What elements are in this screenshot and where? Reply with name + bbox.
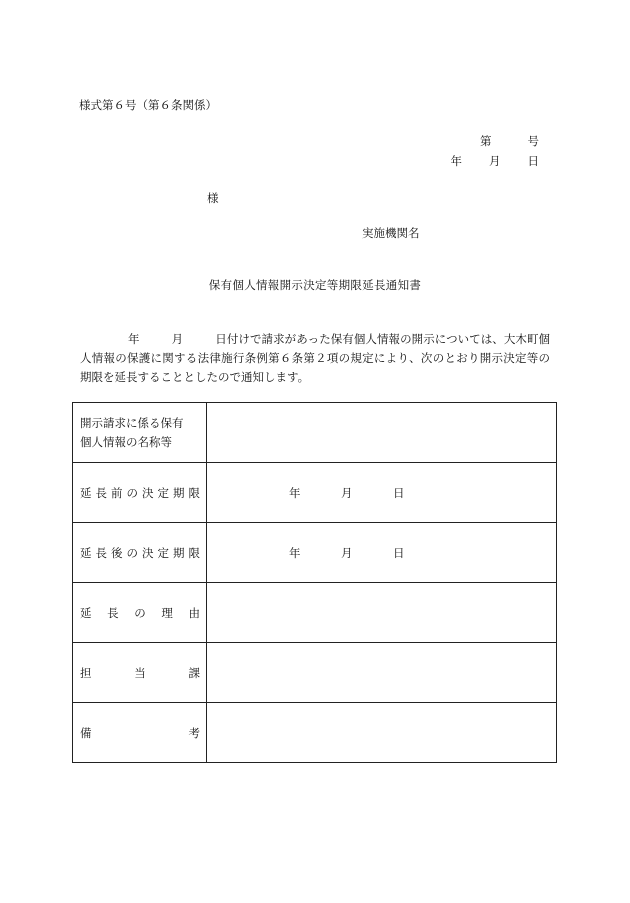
agency-name-label: 実施機関名 bbox=[362, 226, 420, 240]
label-char: 延 bbox=[80, 605, 92, 620]
row-label-after-deadline bbox=[73, 523, 207, 583]
row-label-line: 個人情報の名称等 bbox=[80, 434, 172, 449]
table-row bbox=[73, 703, 557, 763]
body-paragraph bbox=[80, 330, 550, 387]
label-char: 担 bbox=[80, 665, 92, 680]
value-before-deadline[interactable] bbox=[207, 463, 557, 523]
table-row bbox=[73, 583, 557, 643]
date-year: 年 bbox=[289, 485, 301, 500]
value-remarks[interactable] bbox=[207, 703, 557, 763]
row-label-department bbox=[73, 643, 207, 703]
value-department[interactable] bbox=[207, 643, 557, 703]
label-char: 限 bbox=[188, 485, 200, 500]
body-year: 年 bbox=[128, 332, 140, 346]
date-day: 日 bbox=[393, 545, 405, 560]
label-char: 後 bbox=[111, 545, 123, 560]
table-row bbox=[73, 643, 557, 703]
label-char: 定 bbox=[157, 485, 169, 500]
date-month: 月 bbox=[341, 485, 353, 500]
label-char: 課 bbox=[188, 665, 200, 680]
label-char: 長 bbox=[95, 485, 107, 500]
addressee: 様 bbox=[207, 191, 219, 205]
issue-date bbox=[451, 153, 540, 169]
date-year: 年 bbox=[289, 545, 301, 560]
body-text: 日付けで請求があった保有個人情報の開示については、大木町個人情報の保護に関する法律施行条例第６条第２項の規定により、次のとおり開示決定等の期限を延長することとしたので通知します。 bbox=[80, 332, 551, 384]
value-after-deadline[interactable] bbox=[207, 523, 557, 583]
label-char: 延 bbox=[80, 545, 92, 560]
document-title: 保有個人情報開示決定等期限延長通知書 bbox=[208, 278, 422, 292]
notice-table bbox=[72, 402, 557, 763]
row-label-line: 開示請求に係る保有 bbox=[80, 415, 184, 430]
label-char: 当 bbox=[134, 665, 146, 680]
label-char: 前 bbox=[111, 485, 123, 500]
form-number: 様式第６号（第６条関係） bbox=[79, 98, 217, 112]
body-month: 月 bbox=[171, 332, 184, 346]
date-day: 日 bbox=[393, 485, 405, 500]
label-char: 長 bbox=[107, 605, 119, 620]
table-row bbox=[73, 463, 557, 523]
document-number-dai: 第 bbox=[480, 134, 492, 148]
label-char: 限 bbox=[188, 545, 200, 560]
value-reason[interactable] bbox=[207, 583, 557, 643]
row-label-info-name bbox=[73, 403, 207, 463]
issue-date-month: 月 bbox=[489, 154, 501, 168]
label-char: 理 bbox=[161, 605, 173, 620]
document-number bbox=[480, 133, 539, 149]
document-number-go: 号 bbox=[527, 134, 539, 148]
label-char: の bbox=[126, 485, 138, 500]
label-char: の bbox=[134, 605, 146, 620]
label-char: の bbox=[126, 545, 138, 560]
label-char: 延 bbox=[80, 485, 92, 500]
value-info-name[interactable] bbox=[207, 403, 557, 463]
label-char: 考 bbox=[188, 725, 200, 740]
date-month: 月 bbox=[341, 545, 353, 560]
table-row bbox=[73, 523, 557, 583]
label-char: 期 bbox=[173, 485, 185, 500]
issue-date-day: 日 bbox=[527, 154, 539, 168]
label-char: 定 bbox=[157, 545, 169, 560]
label-char: 長 bbox=[95, 545, 107, 560]
table-row bbox=[73, 403, 557, 463]
row-label-before-deadline bbox=[73, 463, 207, 523]
label-char: 備 bbox=[80, 725, 92, 740]
label-char: 由 bbox=[188, 605, 200, 620]
label-char: 決 bbox=[142, 485, 154, 500]
label-char: 期 bbox=[173, 545, 185, 560]
label-char: 決 bbox=[142, 545, 154, 560]
row-label-reason bbox=[73, 583, 207, 643]
row-label-remarks bbox=[73, 703, 207, 763]
issue-date-year: 年 bbox=[450, 154, 462, 168]
